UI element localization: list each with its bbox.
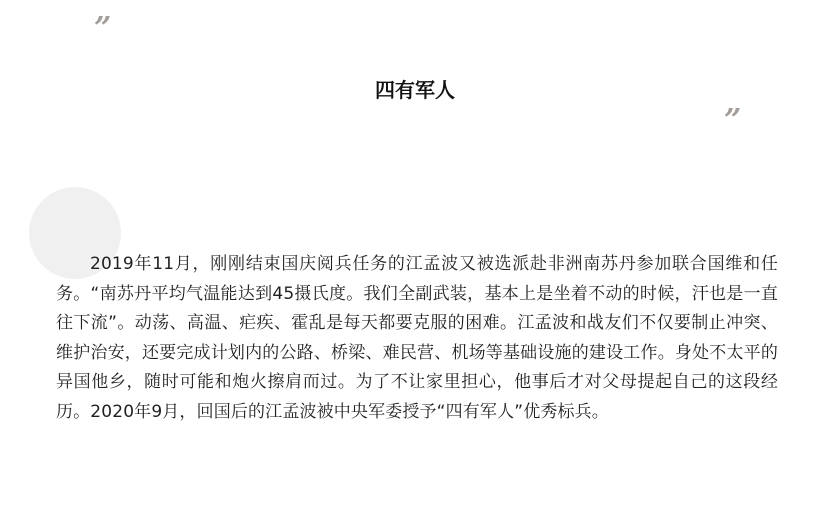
- open-quote-mark-icon: ”: [94, 11, 110, 46]
- article-title: 四有军人: [375, 78, 455, 102]
- close-quote-mark-icon: ”: [724, 103, 740, 138]
- article-paragraph: 2019年11月，刚刚结束国庆阅兵任务的江孟波又被选派赴非洲南苏丹参加联合国维和任务。“南苏丹平均气温能达到45摄氏度。我们全副武装，基本上是坐着不动的时候，汗也是一直往下流”。动荡、高温、疟疾、霍乱是每天都要克服的困难。江孟波和战友们不仅要制止冲突、维护治安，还要完成计划内的公路、桥梁、难民营、机场等基础设施的建设工作。身处不太平的异国他乡，随时可能和炮火擦肩而过。为了不让家里担心，他事后才对父母提起自己的这段经历。2020年9月，回国后的江孟波被中央军委授予“四有军人”优秀标兵。: [56, 254, 778, 422]
